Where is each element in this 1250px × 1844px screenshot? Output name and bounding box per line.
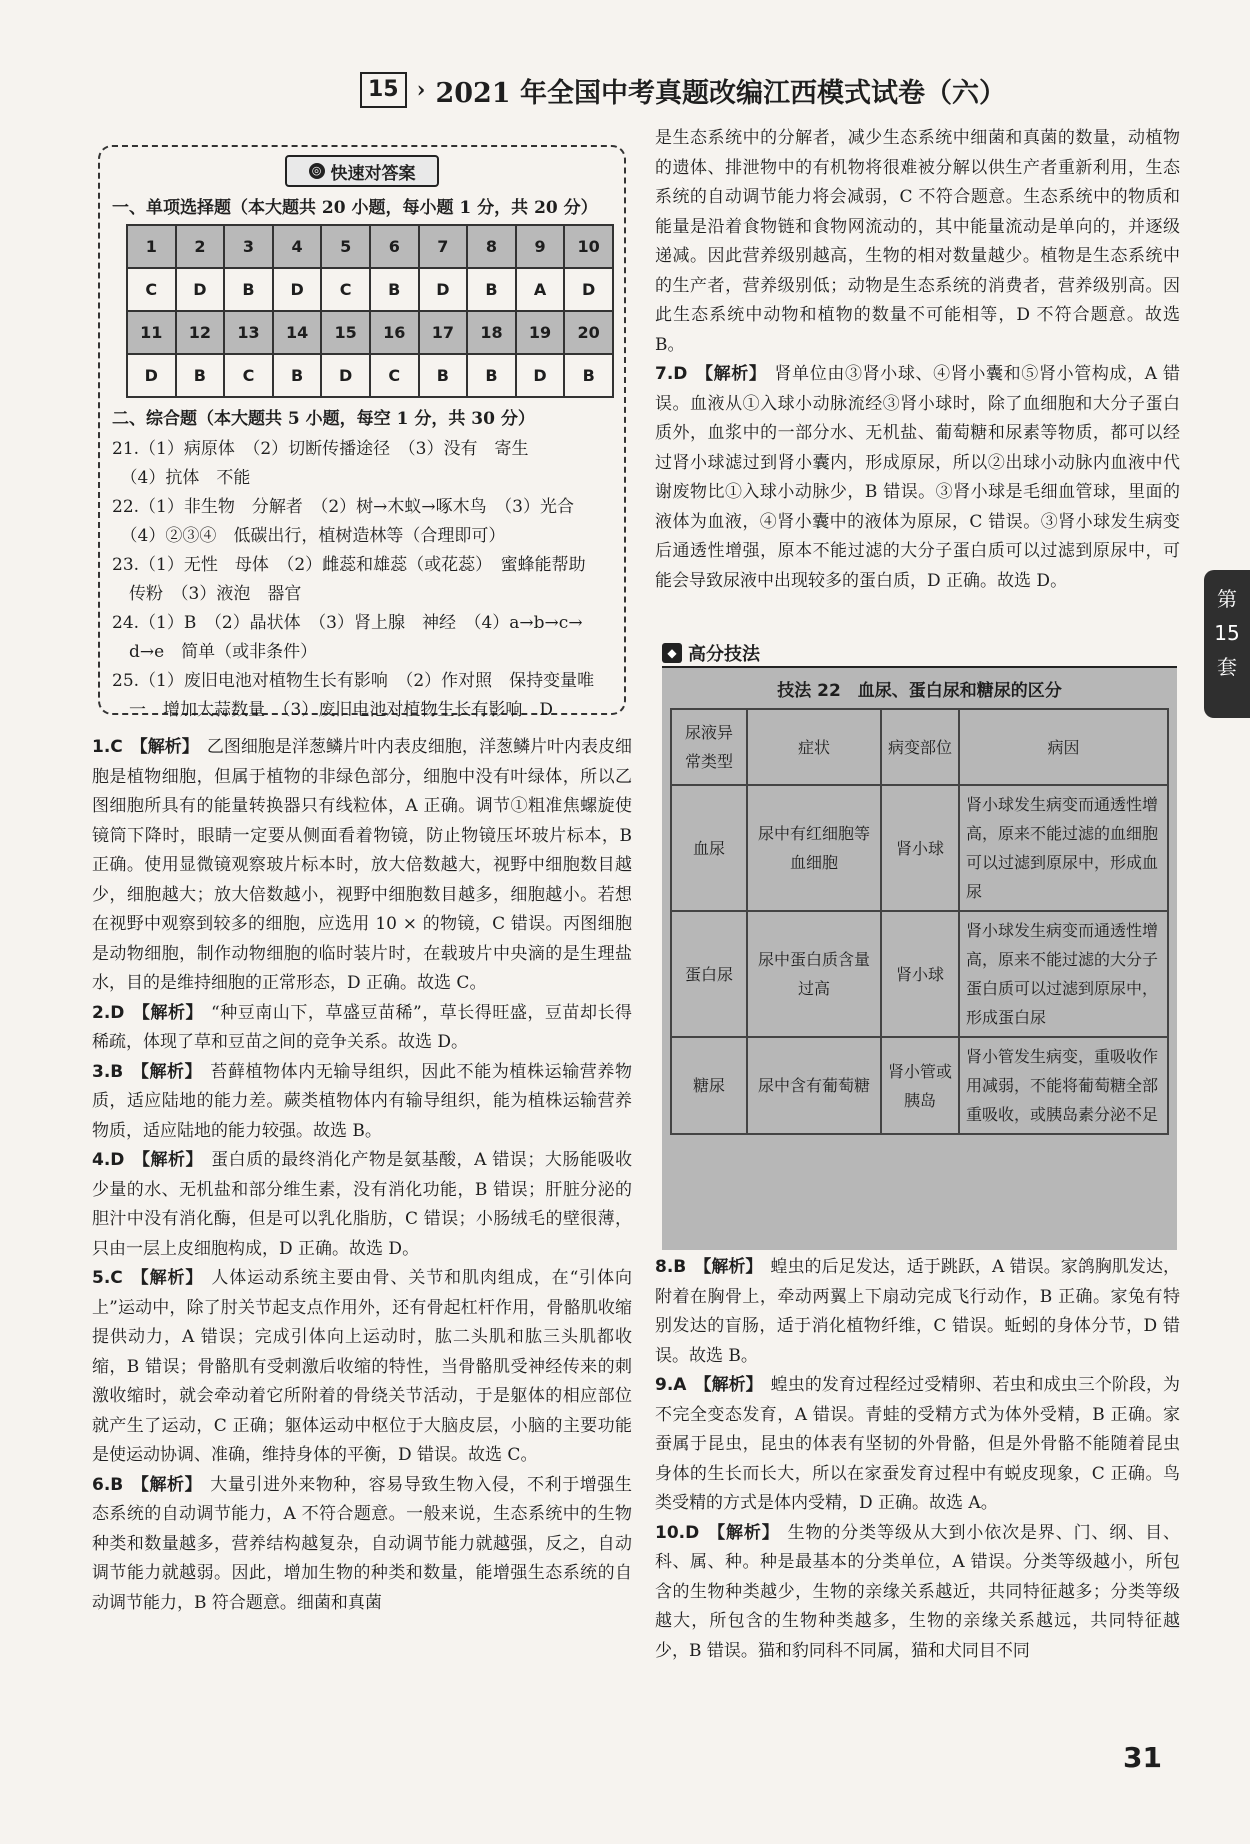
question-number: 1.C [92,737,123,757]
page-title [360,72,1006,109]
explanation-text: 生物的分类等级从大到小依次是界、门、纲、目、科、属、种。种是最基本的分类单位，A 错误。分类等级越小，所包含的生物种类越少，生物的亲缘关系越近，共同特征越多；分类等级越大，所包含的生物种类越多，生物的亲缘关系越远，共同特征越少，B 错误。猫和豹同科不同属，猫和犬同目不同 [655,1522,1181,1661]
left-column [92,733,632,1618]
answer-table [126,224,614,398]
answer-cell: 4 [273,225,322,268]
table-header-cell: 病因 [959,709,1168,785]
question-number: 9.A [655,1375,687,1395]
explanation-text: 乙图细胞是洋葱鳞片叶内表皮细胞，洋葱鳞片叶内表皮细胞是植物细胞，但属于植物的非绿色部分，细胞中没有叶绿体，所以乙图细胞所具有的能量转换器只有线粒体，A 正确。调节①粗准焦螺旋使镜筒下降时，眼睛一定要从侧面看着物镜，防止物镜压坏玻片标本，B 正确。使用显微镜观察玻片标本时，放大倍数越大，视野中细胞数目越少，细胞越大；放大倍数越小，视野中细胞数目越多，细胞越小。若想在视野中观察到较多的细胞，应选用 10 × 的物镜，C 错误。丙图细胞是动物细胞，制作动物细胞的临时装片时，在载玻片中央滴的是生理盐水，目的是维持细胞的正常形态，D 正确。故选 C。 [92,737,633,993]
answer-line: 24.（1）B （2）晶状体 （3）肾上腺 神经 （4）a→b→c→ [112,613,583,633]
analysis-tag: 【解析】 [132,1002,204,1023]
table-cell: 蛋白尿 [671,911,747,1037]
side-tab-line2: 15 [1214,621,1240,645]
question-number: 2.D [92,1002,125,1023]
explanation-text: 人体运动系统主要由骨、关节和肌肉组成，在“引体向上”运动中，除了肘关节起支点作用外，还有骨起杠杆作用，骨骼肌收缩提供动力，A 错误；完成引体向上运动时，肱二头肌和肱三头肌都收缩，B 错误；骨骼肌有受刺激后收缩的特性，当骨骼肌受神经传来的刺激收缩时，就会牵动着它所附着的骨绕关节活动，于是躯体的相应部位就产生了运动，C 正确；躯体运动中枢位于大脑皮层，小脑的主要功能是使运动协调、准确，维持身体的平衡，D 错误。故选 C。 [92,1268,632,1465]
section1-title: 一、单项选择题（本大题共 20 小题，每小题 1 分，共 20 分） [112,198,598,218]
explanation-paragraph [655,1371,1180,1519]
table-header-cell: 症状 [747,709,881,785]
explanation-text: 蝗虫的后足发达，适于跳跃，A 错误。家鸽胸肌发达，附着在胸骨上，牵动两翼上下扇动完成飞行动作，B 正确。家兔有特别发达的盲肠，适于消化植物纤维，C 错误。蚯蚓的身体分节，D 错误。故选 B。 [655,1257,1181,1366]
answer-cell: 1 [127,225,176,268]
analysis-tag: 【解析】 [694,1375,763,1395]
analysis-tag: 【解析】 [694,1257,763,1277]
explanation-paragraph [655,1519,1180,1667]
technique-title: 技法 22 血尿、蛋白尿和糖尿的区分 [777,681,1062,701]
explanation-paragraph [655,1253,1180,1371]
question-number: 6.B [92,1474,124,1495]
table-header-cell: 病变部位 [881,709,959,785]
answer-cell: 8 [467,225,516,268]
answer-line: 25.（1）废旧电池对植物生长有影响 （2）作对照 保持变量唯 [112,671,595,691]
answer-cell: 16 [370,311,419,354]
gaofen-label: 高分技法 [688,644,760,665]
table-cell: 尿中蛋白质含量过高 [747,911,881,1037]
answer-cell: B [176,354,225,397]
technique-box [662,668,1177,1250]
explanation-text: 苔藓植物体内无输导组织，因此不能为植株运输营养物质，适应陆地的能力差。蕨类植物体内有输导组织，能为植株运输营养物质，适应陆地的能力较强。故选 B。 [92,1061,633,1141]
answer-cell: 19 [516,311,565,354]
gaofen-header [662,640,1177,668]
answer-line: （4）②③④ 低碳出行，植树造林等（合理即可） [112,526,506,546]
answer-cell: D [419,268,468,311]
explanation-paragraph [92,1058,632,1147]
answer-cell: 14 [273,311,322,354]
search-icon: ◎ [309,163,325,179]
set-side-tab [1204,570,1250,718]
explanation-text: “种豆南山下，草盛豆苗稀”，草长得旺盛，豆苗却长得稀疏，体现了草和豆苗之间的竞争关系。故选 D。 [92,1002,632,1052]
table-row [671,785,1168,911]
explanation-text: 是生态系统中的分解者，减少生态系统中细菌和真菌的数量，动植物的遗体、排泄物中的有机物将很难被分解以供生产者重新利用，生态系统的自动调节能力将会减弱，C 不符合题意。生态系统中的物质和能量是沿着食物链和食物网流动的，其中能量流动是单向的，并逐级递减。因此营养级别越高，生物的相对数量越少。植物是生态系统中的生产者，营养级别低；动物是生态系统的消费者，营养级别高。因此生态系统中动物和植物的数量不可能相等，D 不符合题意。故选 B。 [655,128,1180,355]
analysis-tag: 【解析】 [130,1268,204,1288]
answer-cell: D [564,268,613,311]
analysis-tag: 【解析】 [707,1522,780,1543]
question-number: 5.C [92,1268,123,1288]
chevron-right-icon: › [416,77,426,103]
answer-cell: 18 [467,311,516,354]
side-tab-line3: 套 [1217,655,1237,679]
answer-cell: D [176,268,225,311]
answer-cell: 2 [176,225,225,268]
analysis-tag: 【解析】 [695,364,767,384]
answer-cell: C [321,268,370,311]
answer-cell: B [467,268,516,311]
answer-row-numbers [127,311,613,354]
analysis-tag: 【解析】 [131,1061,203,1082]
banner-label: 快速对答案 [330,163,416,184]
answer-cell: C [127,268,176,311]
explanation-text: 大量引进外来物种，容易导致生物入侵，不利于增强生态系统的自动调节能力，A 不符合题意。一般来说，生态系统中的生物种类和数量越多，营养结构越复杂，自动调节能力就越强，反之，自动调节能力就越弱。因此，增加生物的种类和数量，能增强生态系统的自动调节能力，B 符合题意。细菌和真菌 [92,1474,633,1613]
answer-cell: 11 [127,311,176,354]
answer-row-numbers [127,225,613,268]
answer-cell: 13 [224,311,273,354]
answer-cell: 15 [321,311,370,354]
answer-cell: D [516,354,565,397]
table-cell: 肾小球发生病变而通透性增高，原来不能过滤的血细胞可以过滤到原尿中，形成血尿 [959,785,1168,911]
explanation-paragraph [92,1264,632,1471]
answer-cell: 5 [321,225,370,268]
answer-line: d→e 简单（或非条件） [112,642,318,662]
set-number: 15 [360,72,407,108]
answer-cell: B [564,354,613,397]
answer-cell: B [419,354,468,397]
explanation-paragraph [655,124,1180,360]
page-number: 31 [1123,1741,1162,1774]
answer-line: 22.（1）非生物 分解者 （2）树→木蚁→啄木鸟 （3）光合 [112,497,574,517]
table-cell: 肾小球 [881,911,959,1037]
table-row [671,1037,1168,1134]
table-cell: 尿中有红细胞等血细胞 [747,785,881,911]
table-cell: 肾小球发生病变而通透性增高，原来不能过滤的大分子蛋白质可以过滤到原尿中，形成蛋白尿 [959,911,1168,1037]
table-row [671,911,1168,1037]
answer-cell: D [321,354,370,397]
answer-cell: 10 [564,225,613,268]
answer-cell: B [224,268,273,311]
table-cell: 肾小球 [881,785,959,911]
answer-cell: 9 [516,225,565,268]
answer-cell: B [273,354,322,397]
answer-cell: D [273,268,322,311]
analysis-tag: 【解析】 [130,737,199,757]
answer-line: 传粉 （3）液泡 器官 [112,584,302,604]
explanation-paragraph [92,999,632,1058]
answer-cell: 12 [176,311,225,354]
question-number: 3.B [92,1061,124,1082]
explanation-paragraph [92,733,632,999]
analysis-tag: 【解析】 [131,1474,203,1495]
right-column-top [655,124,1180,596]
answer-line: 23.（1）无性 母体 （2）雌蕊和雄蕊（或花蕊） 蜜蜂能帮助 [112,555,586,575]
table-cell: 肾小管或胰岛 [881,1037,959,1134]
explanation-text: 蝗虫的发育过程经过受精卵、若虫和成虫三个阶段，为不完全变态发育，A 错误。青蛙的受精方式为体外受精，B 正确。家蚕属于昆虫，昆虫的体表有坚韧的外骨骼，但是外骨骼不能随着昆虫身体的生长而长大，所以在家蚕发育过程中有蜕皮现象，C 正确。鸟类受精的方式是体内受精，D 正确。故选 A。 [655,1375,1181,1513]
question-number: 4.D [92,1150,125,1170]
answer-cell: D [127,354,176,397]
answer-cell: C [370,354,419,397]
title-text: 2021 年全国中考真题改编江西模式试卷（六） [435,77,1006,109]
table-header-cell: 尿液异常类型 [671,709,747,785]
answer-row-answers [127,354,613,397]
answer-cell: 3 [224,225,273,268]
answer-row-answers [127,268,613,311]
answer-cell: 17 [419,311,468,354]
table-header-row [671,709,1168,785]
answer-line: 21.（1）病原体 （2）切断传播途径 （3）没有 寄生 [112,439,529,459]
answer-cell: 6 [370,225,419,268]
answer-cell: B [467,354,516,397]
comprehensive-answers [112,435,612,725]
quick-answer-banner [285,155,439,187]
urine-comparison-table [670,708,1169,1135]
explanation-paragraph [92,1146,632,1264]
tip-icon: ◆ [662,643,682,663]
answer-cell: B [370,268,419,311]
section2-title: 二、综合题（本大题共 5 小题，每空 1 分，共 30 分） [112,409,535,429]
quick-answer-box [98,145,626,720]
explanation-paragraph [655,360,1180,596]
question-number: 10.D [655,1522,700,1543]
answer-cell: 7 [419,225,468,268]
right-column-bottom [655,1253,1180,1666]
table-cell: 糖尿 [671,1037,747,1134]
answer-line: （4）抗体 不能 [112,468,251,488]
question-number: 8.B [655,1257,687,1277]
explanation-paragraph [92,1471,632,1619]
table-cell: 肾小管发生病变，重吸收作用减弱，不能将葡萄糖全部重吸收，或胰岛素分泌不足 [959,1037,1168,1134]
explanation-text: 肾单位由③肾小球、④肾小囊和⑤肾小管构成，A 错误。血液从①入球小动脉流经③肾小球时，除了血细胞和大分子蛋白质外，血浆中的一部分水、无机盐、葡萄糖和尿素等物质，都可以经过肾小球滤过到肾小囊内，形成原尿，所以②出球小动脉内血液中代谢废物比①入球小动脉少，B 错误。③肾小球是毛细血管球，里面的液体为血液，④肾小囊中的液体为原尿，C 错误。③肾小球发生病变后通透性增强，原本不能过滤的大分子蛋白质可以过滤到原尿中，可能会导致尿液中出现较多的蛋白质，D 正确。故选 D。 [655,364,1181,591]
answer-cell: C [224,354,273,397]
table-cell: 血尿 [671,785,747,911]
analysis-tag: 【解析】 [132,1150,204,1170]
table-cell: 尿中含有葡萄糖 [747,1037,881,1134]
side-tab-line1: 第 [1217,587,1237,611]
answer-cell: 20 [564,311,613,354]
answer-line: 一 增加大蒜数量 （3）废旧电池对植物生长有影响 D [112,700,553,720]
explanation-text: 蛋白质的最终消化产物是氨基酸，A 错误；大肠能吸收少量的水、无机盐和部分维生素，没有消化功能，B 错误；肝脏分泌的胆汁中没有消化酶，但是可以乳化脂肪，C 错误；小肠绒毛的壁很薄，只由一层上皮细胞构成，D 正确。故选 D。 [92,1150,633,1259]
question-number: 7.D [655,364,688,384]
answer-cell: A [516,268,565,311]
